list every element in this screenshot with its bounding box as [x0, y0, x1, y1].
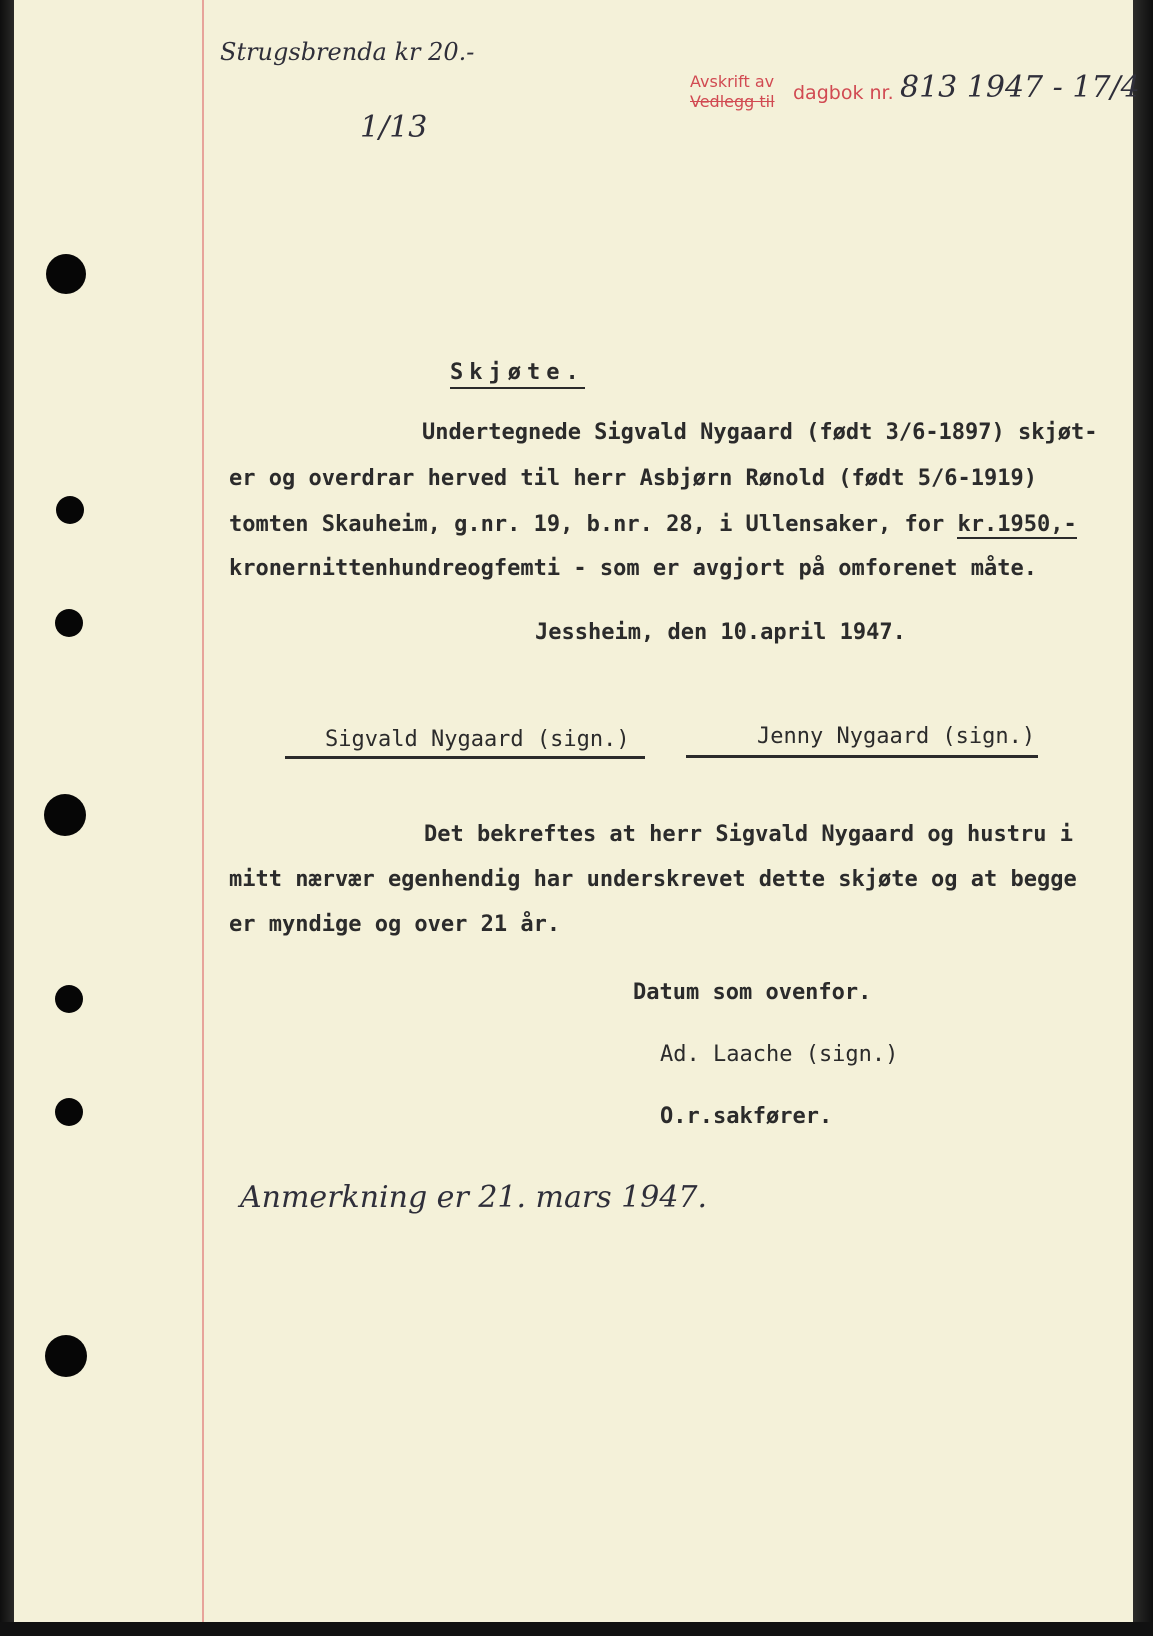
- paragraph2-line3: er myndige og over 21 år.: [229, 912, 561, 937]
- stamp-vedlegg: Vedlegg til: [690, 92, 775, 111]
- scan-edge-left: [0, 0, 14, 1636]
- handwritten-fee-note: Strugsbrenda kr 20.-: [220, 38, 475, 66]
- document-title: Skjøte.: [450, 360, 585, 389]
- punch-hole: [55, 1098, 83, 1126]
- punch-hole: [45, 1335, 87, 1377]
- stamp-avskrift: Avskrift av: [690, 72, 775, 91]
- witness-signature: Ad. Laache (sign.): [660, 1042, 899, 1067]
- paragraph2-line1: Det bekreftes at herr Sigvald Nygaard og hustru i: [424, 822, 1074, 847]
- paragraph1-line3-text: tomten Skauheim, g.nr. 19, b.nr. 28, i Ullensaker, for: [229, 512, 958, 537]
- handwritten-dagbok-entry: 813 1947 - 17/4: [900, 70, 1140, 105]
- signature-jenny: Jenny Nygaard (sign.): [757, 724, 1036, 749]
- scan-edge-right: [1133, 0, 1153, 1636]
- scan-edge-bottom: [0, 1622, 1153, 1636]
- paragraph1-line1: Undertegnede Sigvald Nygaard (født 3/6-1897) skjøt-: [422, 420, 1098, 445]
- punch-hole: [56, 496, 84, 524]
- paragraph1-line2: er og overdrar herved til herr Asbjørn Rønold (født 5/6-1919): [229, 466, 1037, 491]
- paragraph2-line2: mitt nærvær egenhendig har underskrevet dette skjøte og at begge: [229, 867, 1077, 892]
- punch-hole: [46, 254, 86, 294]
- paragraph1-line4: kronernittenhundreogfemti - som er avgjort på omforenet måte.: [229, 556, 1037, 581]
- signature-line: [686, 755, 1038, 758]
- place-date: Jessheim, den 10.april 1947.: [535, 620, 906, 645]
- handwritten-folio-number: 1/13: [360, 110, 428, 145]
- punch-hole: [44, 794, 86, 836]
- witness-title: O.r.sakfører.: [660, 1104, 833, 1129]
- punch-hole: [55, 985, 83, 1013]
- signature-line: [285, 756, 645, 759]
- datum-note: Datum som ovenfor.: [633, 980, 872, 1005]
- paragraph1-line3: [229, 512, 1077, 537]
- signature-sigvald: Sigvald Nygaard (sign.): [325, 727, 630, 752]
- purchase-amount: kr.1950,-: [957, 512, 1077, 537]
- margin-line: [202, 0, 204, 1622]
- handwritten-bottom-note: Anmerkning er 21. mars 1947.: [240, 1180, 708, 1215]
- stamp-dagbok-label: dagbok nr.: [793, 82, 894, 104]
- punch-hole: [55, 609, 83, 637]
